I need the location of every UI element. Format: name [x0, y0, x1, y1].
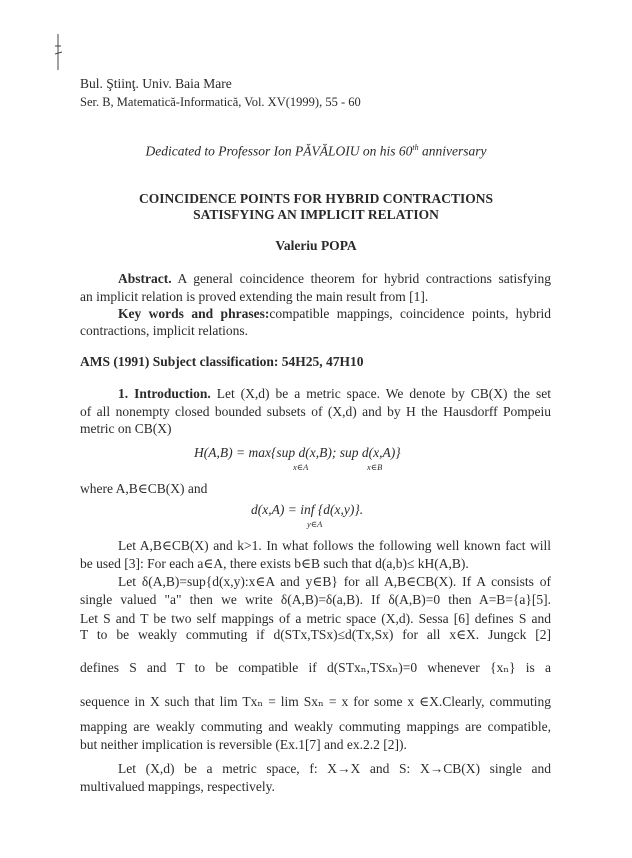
- intro-line4: where A,B∈CB(X) and: [80, 481, 208, 496]
- intro-line10: T to be weakly commuting if d(STx,TSx)≤d(Tx,Sx) for all x∈X. Jungck [2]: [80, 627, 551, 642]
- intro-line5: Let A,B∈CB(X) and k>1. In what follows the following well known fact will: [118, 538, 551, 553]
- equation-hausdorff: H(A,B) = max{sup d(x,B); sup d(x,A)}: [194, 445, 401, 460]
- equation-hausdorff-sub2: x∈B: [367, 462, 383, 472]
- intro-line9: Let S and T be two self mappings of a metric space (X,d). Sessa [6] defines S and: [80, 611, 551, 626]
- intro-line7: Let δ(A,B)=sup{d(x,y):x∈A and y∈B} for all A,B∈CB(X). If A consists of: [118, 574, 551, 589]
- intro-line1: 1. Introduction. Let (X,d) be a metric space. We denote by CB(X) the set: [118, 386, 551, 401]
- intro-line8: single valued "a" then we write δ(A,B)=δ(a,B). If δ(A,B)=0 then A=B={a}[5].: [80, 592, 551, 607]
- equation-distance: d(x,A) = inf {d(x,y)}.: [251, 502, 364, 517]
- intro-line14: but neither implication is reversible (Ex.1[7] and ex.2.2 [2]).: [80, 737, 407, 752]
- equation-hausdorff-sub1: x∈A: [293, 462, 309, 472]
- paper-title-line1: COINCIDENCE POINTS FOR HYBRID CONTRACTIONS: [138, 191, 494, 206]
- keywords-line2: contractions, implicit relations.: [80, 323, 248, 338]
- equation-distance-sub: y∈A: [307, 519, 323, 529]
- keywords-line1: Key words and phrases:compatible mappings, coincidence points, hybrid: [118, 306, 551, 321]
- intro-line2: of all nonempty closed bounded subsets of (X,d) and by H the Hausdorff Pompeiu: [80, 404, 551, 419]
- author-name: Valeriu POPA: [275, 238, 357, 253]
- journal-series: Ser. B, Matematică-Informatică, Vol. XV(1999), 55 - 60: [80, 95, 361, 109]
- journal-name: Bul. Ştiinţ. Univ. Baia Mare: [80, 76, 232, 91]
- abstract-line2: an implicit relation is proved extending the main result from [1].: [80, 289, 429, 304]
- intro-line13: mapping are weakly commuting and weakly commuting mappings are compatible,: [80, 719, 551, 734]
- intro-line12: sequence in X such that lim Txₙ = lim Sxₙ = x for some x ∈X.Clearly, commuting: [80, 694, 551, 709]
- intro-line6: be used [3]: For each a∈A, there exists b∈B such that d(a,b)≤ kH(A,B).: [80, 556, 469, 571]
- intro-line11: defines S and T to be compatible if d(STxₙ,TSxₙ)=0 whenever {xₙ} is a: [80, 660, 551, 675]
- intro-line3: metric on CB(X): [80, 421, 172, 436]
- ams-classification: AMS (1991) Subject classification: 54H25, 47H10: [80, 354, 364, 369]
- margin-mark: [52, 32, 66, 72]
- paper-title-line2: SATISFYING AN IMPLICIT RELATION: [193, 207, 439, 222]
- dedication: Dedicated to Professor Ion PĂVĂLOIU on his 60th anniversary: [145, 143, 487, 159]
- abstract-line1: Abstract. A general coincidence theorem for hybrid contractions satisfying: [118, 271, 551, 286]
- intro-line16: multivalued mappings, respectively.: [80, 779, 275, 794]
- intro-line15: Let (X,d) be a metric space, f: X→X and S: X→CB(X) single and: [118, 761, 551, 776]
